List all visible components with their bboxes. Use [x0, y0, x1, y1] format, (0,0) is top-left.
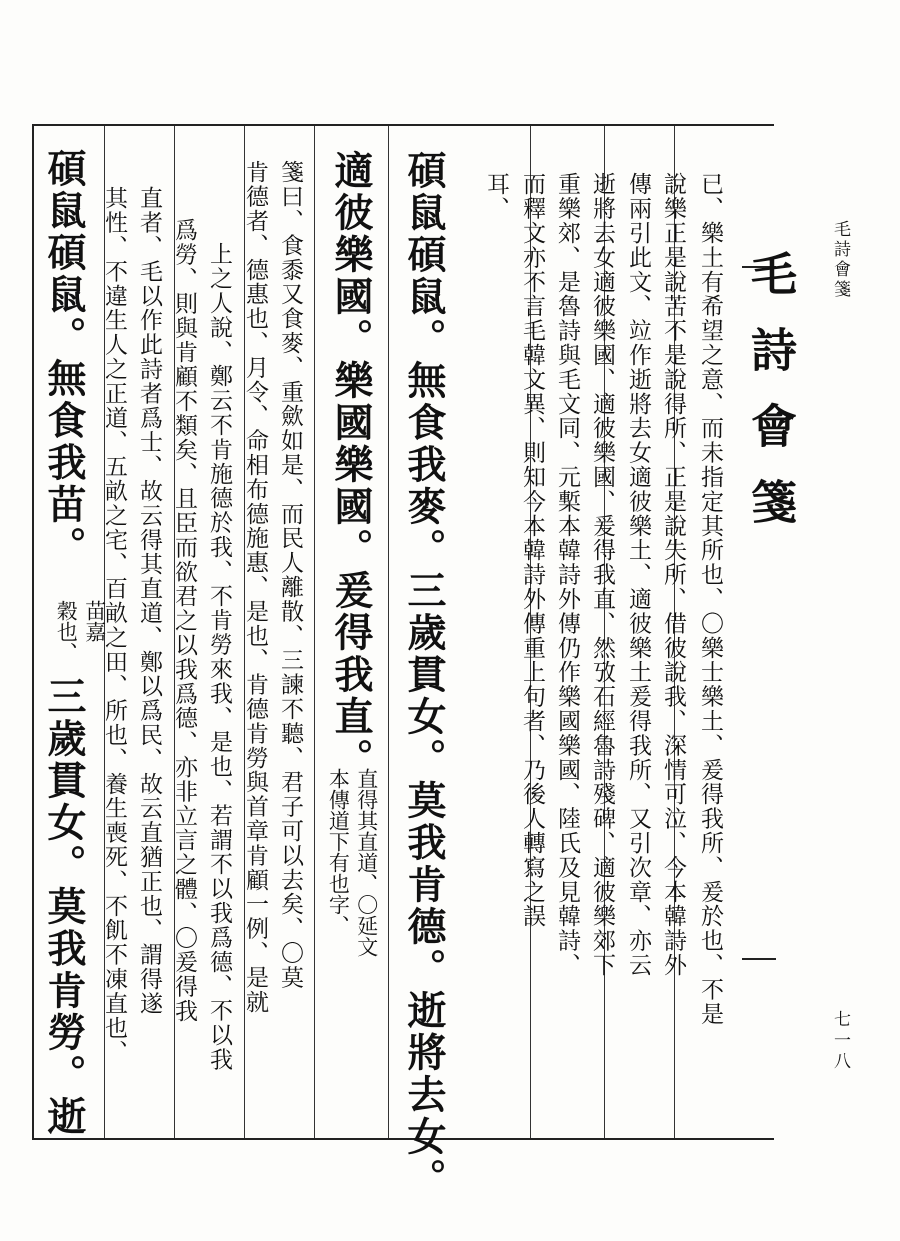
verse-column-3b: 三歲貫女。莫我肯勞。逝 [41, 676, 87, 1138]
verse-column-2: 適彼樂國。樂國樂國。爰得我直。 [328, 150, 374, 780]
commentary-column-13: 其性、不違生人之正道、五畝之宅、百畝之田、所也、養生喪死、不飢不凍直也、 [101, 186, 127, 1065]
verse-column-3a: 碩鼠碩鼠。無食我苗。 [41, 148, 87, 568]
note-line: 苗嘉 [82, 600, 107, 642]
commentary-column-1: 已、樂土有希望之意、而未指定其所也、〇樂士樂土、爰得我所、爰於也、不是 [697, 172, 723, 1026]
note-line: 穀也、 [54, 600, 79, 663]
verse-column-1: 碩鼠碩鼠。無食我麥。三歲貫女。莫我肯德。逝將去女。 [401, 150, 447, 1200]
column-divider [388, 126, 389, 1138]
commentary-column-12: 直者、毛以作此詩者爲士、故云得其直道、鄭以爲民、故云直猶正也、謂得遂 [136, 186, 162, 1016]
column-divider [314, 126, 315, 1138]
commentary-column-8: 箋曰、食黍又食麥、重歛如是、而民人離散、三諫不聽、君子可以去矣、〇莫 [277, 160, 303, 990]
note-line: 本傳道下有也字、 [326, 768, 351, 936]
verse-inline-note-1 [324, 768, 381, 1108]
commentary-column-2: 說樂正是說苦不是說得所、正是說失所、借彼說我、深情可泣、今本韓詩外 [660, 172, 686, 978]
page-number: 七一八 [830, 1010, 850, 1073]
commentary-column-4: 逝將去女適彼樂國、適彼樂國、爰得我直、然攷石經魯詩殘碑、適彼樂郊下 [589, 172, 615, 978]
top-border-rule [32, 124, 774, 126]
running-title: 毛詩會箋 [830, 220, 850, 300]
commentary-column-7: 耳、 [483, 172, 509, 221]
commentary-column-5: 重樂郊、是魯詩與毛文同、元槧本韓詩外傳仍作樂國樂國、陸氏及見韓詩、 [554, 172, 580, 978]
commentary-column-6: 而釋文亦不言毛韓文異、則知今本韓詩外傳重上句者、乃後人轉寫之誤 [519, 172, 545, 929]
commentary-column-9: 肯德者、德惠也、月令、命相布德施惠、是也、肯德肯勞與首章肯顧一例、是就 [242, 160, 268, 1014]
verse-inline-note-2 [52, 600, 109, 680]
commentary-column-11: 爲勞、則與肯顧不類矣、且臣而欲君之以我爲德、亦非立言之體、〇爰得我 [171, 218, 197, 1024]
section-title: 毛詩會箋 [744, 250, 798, 554]
commentary-column-3: 傳兩引此文、竝作逝將去女適彼樂土、適彼樂土爰得我所、又引次章、亦云 [625, 172, 651, 978]
note-line: 直得其直道、〇延文 [354, 768, 379, 957]
commentary-column-10: 上之人說、鄭云不肯施德於我、不肯勞來我、是也、若謂不以我爲德、不以我 [206, 242, 232, 1072]
left-border-rule [32, 124, 34, 1140]
title-bracket-bottom [742, 958, 776, 960]
